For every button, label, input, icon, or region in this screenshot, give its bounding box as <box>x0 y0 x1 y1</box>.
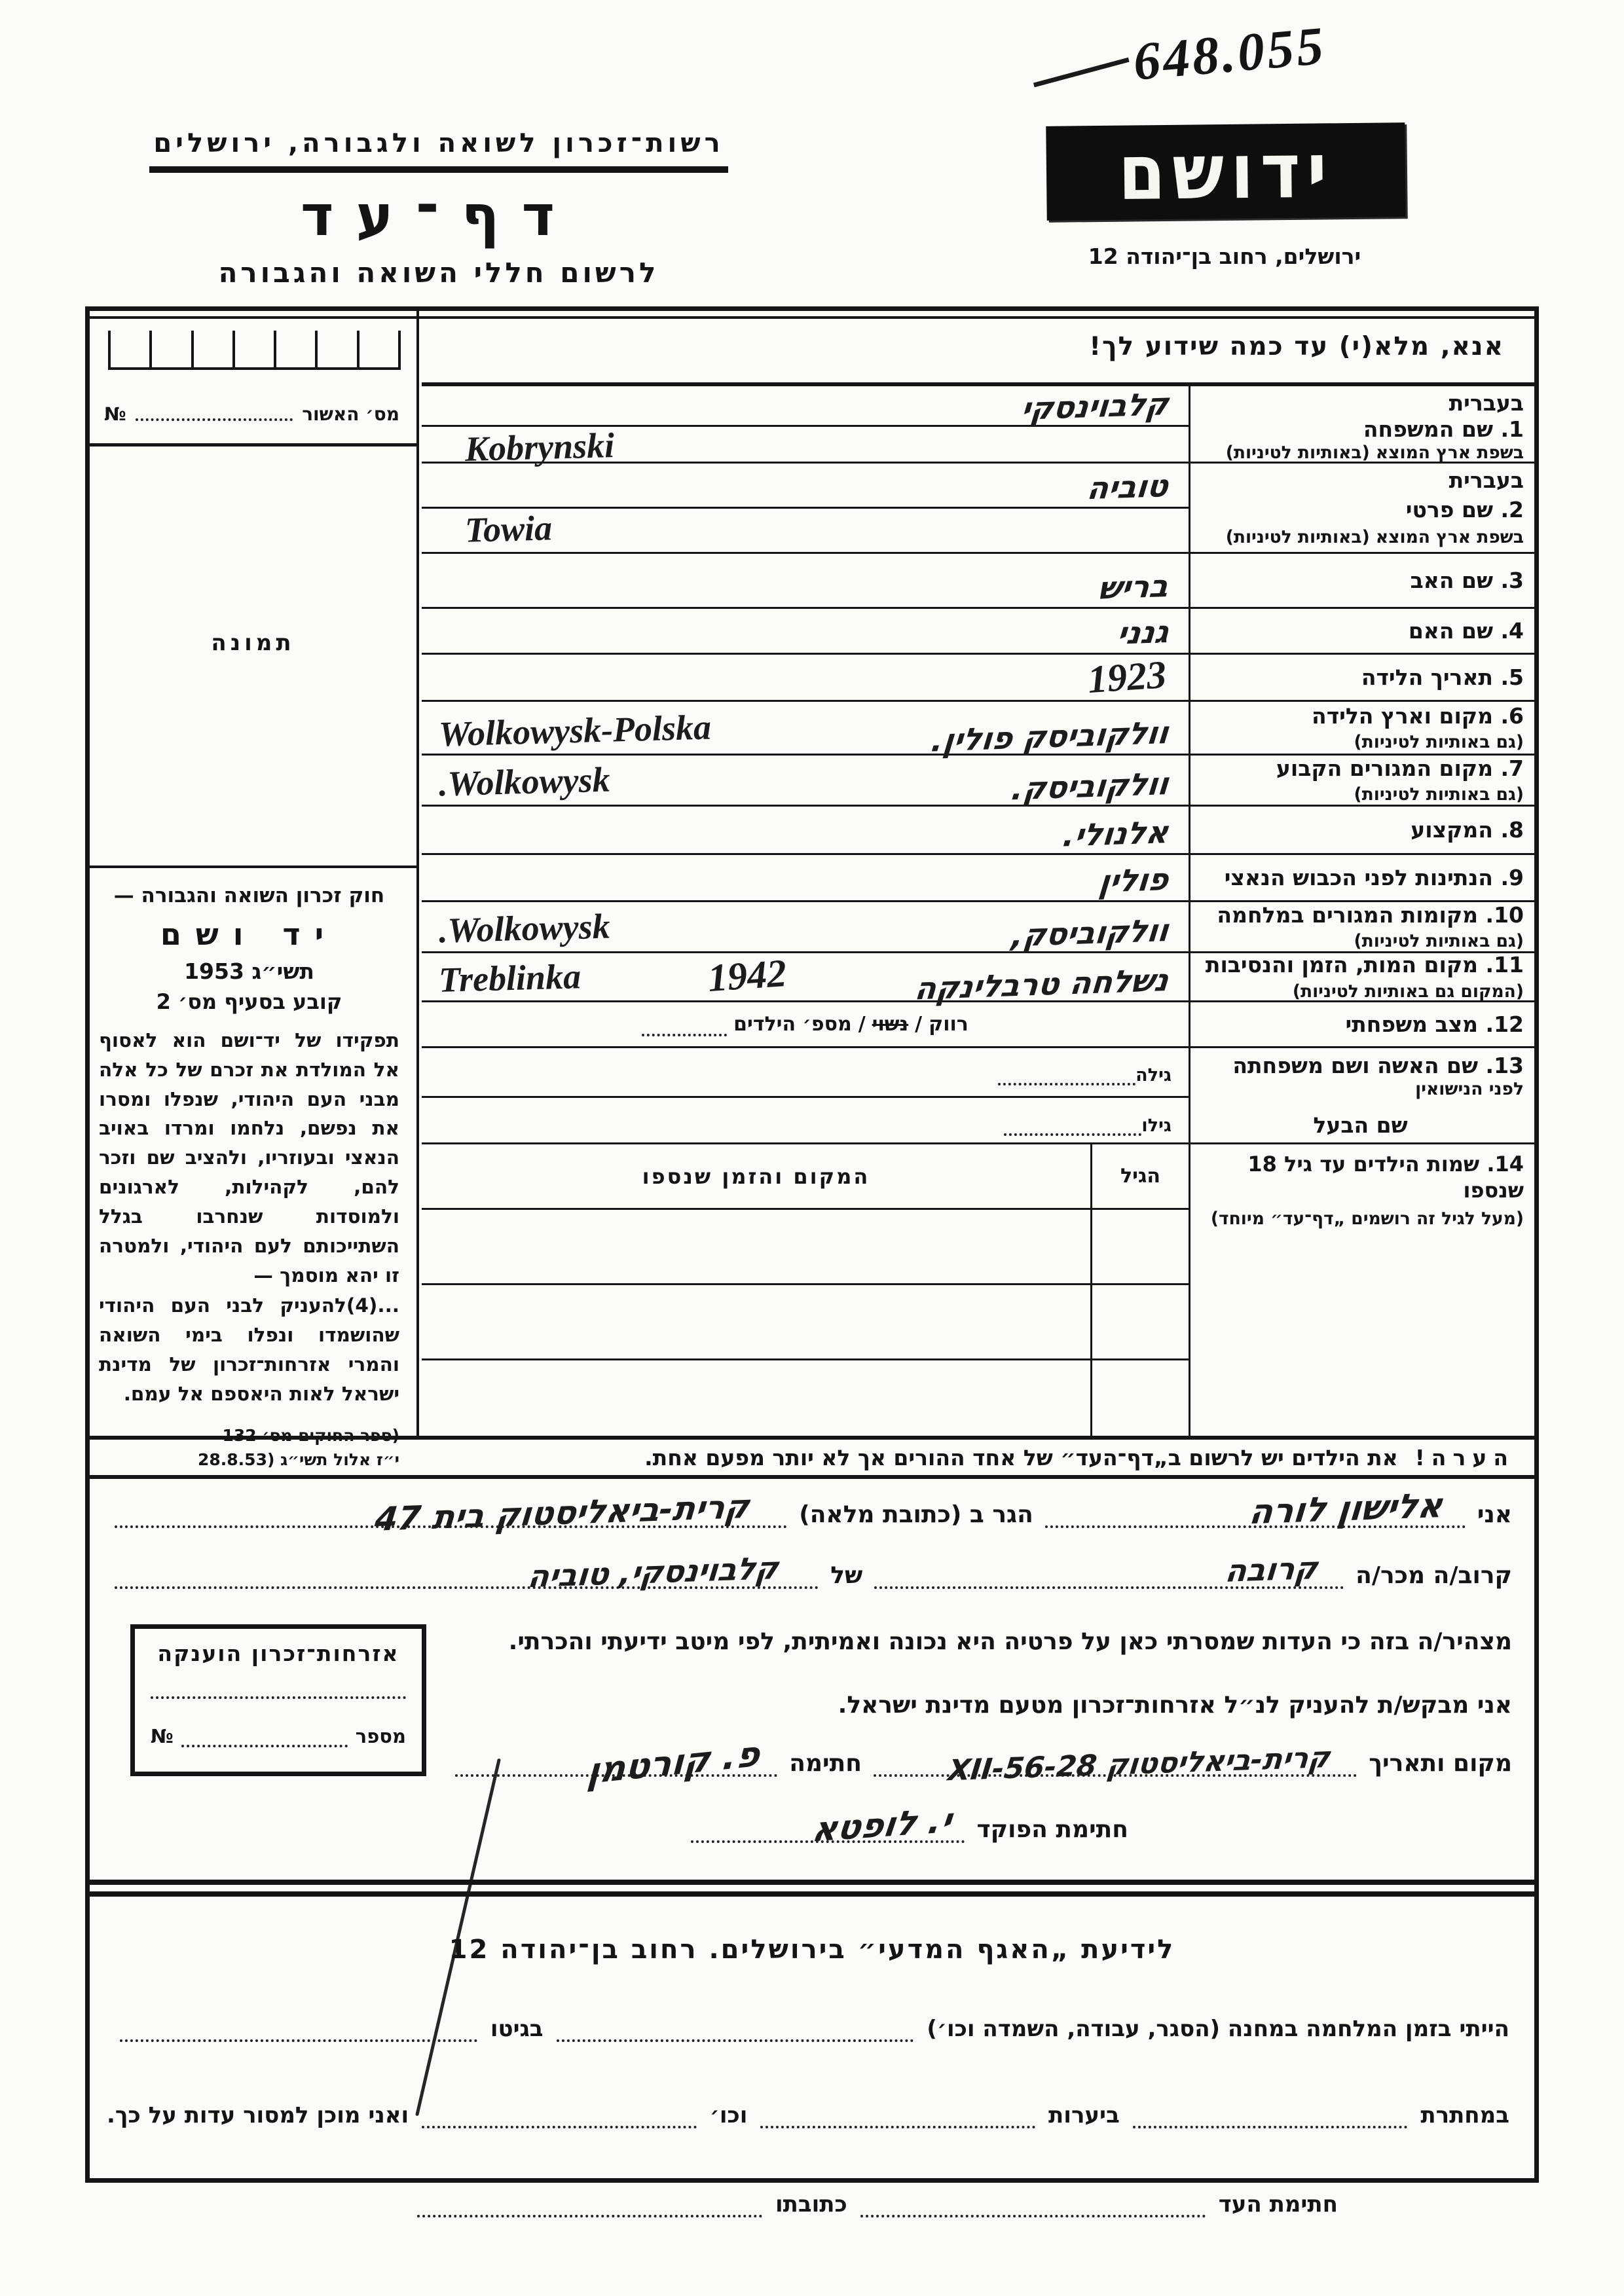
citizenship-handwriting: פולין <box>1097 862 1170 900</box>
etc-field <box>422 2104 697 2128</box>
children-place-cell <box>422 1360 1090 1436</box>
ready-to-testify-text: ואני מוכן למסור עדות על כך. <box>107 2102 409 2128</box>
status-single: רווק <box>929 1013 969 1036</box>
masthead-rule <box>149 166 728 173</box>
witness-address-handwriting: קרית-ביאליסטוק בית 47 <box>373 1487 751 1539</box>
field6-sublabel: (גם באותיות לטיניות) <box>1354 732 1524 753</box>
field13-label: 13. שם האשה ושם משפחתה לפני הנישואין שם הבעל <box>1189 1048 1534 1142</box>
law-clause: ‏...(4)להעניק לבני העם היהודי שהושמדו ונפלו בימי השואה והמרי אזרחות־זכרון של מדינת ישראל לאות היאספם אל עמם. <box>99 1294 399 1405</box>
field1-sublabel: בשפת ארץ המוצא (באותיות לטיניות) <box>1225 443 1524 464</box>
camp-label: הייתי בזמן המלחמה במחנה (הסגר, עבודה, השמדה וכו׳) <box>927 2016 1509 2042</box>
relation-line <box>90 1550 1534 1595</box>
law-sidebar <box>99 884 399 1472</box>
place-date-handwriting: קרית-ביאליסטוק 28-XII-56 <box>946 1740 1332 1787</box>
memorial-box-field <box>151 1695 406 1699</box>
yad-vashem-logo <box>1046 122 1405 221</box>
registrar-line <box>90 1800 1534 1850</box>
i-label: אני <box>1477 1501 1512 1528</box>
memorial-box-title: אזרחות־זכרון הוענקה <box>157 1641 399 1666</box>
witness-address-field <box>115 1487 787 1539</box>
husband-name-label: שם הבעל <box>1313 1112 1408 1138</box>
law-section: קובע בסעיף מס׳ 2 <box>156 989 342 1014</box>
field3-label: 3. שם האב <box>1189 554 1534 607</box>
field2-label: בעברית 2. שם פרטי בשפת ארץ המוצא (באותיות לטיניות) <box>1189 464 1534 552</box>
field2-lang: בעברית <box>1449 467 1524 493</box>
mother-name-handwriting: גנני <box>1115 614 1170 652</box>
status-married-struck: נשוי <box>872 1013 909 1036</box>
birth-year-handwriting: 1923 <box>1086 652 1168 702</box>
children-table <box>422 1144 1534 1436</box>
children-place-cell <box>422 1210 1090 1285</box>
address-line: ירושלים, רחוב בן־יהודה 12 <box>1088 244 1361 269</box>
field5-label: 5. תאריך הלידה <box>1189 655 1534 700</box>
logo-text: ידושם <box>1117 125 1335 218</box>
family-name-latin-handwriting: Kobrynski <box>464 426 615 469</box>
witness-address-bottom-field <box>417 2193 762 2217</box>
memorial-citizenship-box <box>130 1624 426 1776</box>
archival-number-handwritten <box>993 12 1364 105</box>
field-row-family-status <box>422 1002 1534 1048</box>
field-row-place-of-death <box>422 951 1534 1008</box>
field10-label: 10. מקומות המגורים במלחמה (גם באותיות לטיניות) <box>1189 902 1534 951</box>
wartime-residence-latin-handwriting: Wolkowysk. <box>438 906 611 951</box>
first-name-hebrew-handwriting: טוביה <box>1085 468 1170 507</box>
birth-place-latin-handwriting: Wolkowysk-Polska <box>438 707 712 754</box>
field-row-spouse <box>422 1048 1534 1144</box>
underground-label: במחתרת <box>1420 2102 1509 2128</box>
memorial-number-field <box>181 1726 348 1747</box>
signature-label: חתימה <box>789 1749 862 1777</box>
field2-sublabel: בשפת ארץ המוצא (באותיות לטיניות) <box>1225 527 1524 548</box>
form-title: דף־עד <box>300 183 578 249</box>
profession-handwriting: אלנולי. <box>1061 814 1170 854</box>
witness-sig-label: חתימת העד <box>1218 2191 1338 2217</box>
law-ref-line1: (ספר החוקים מס׳ 132 <box>222 1425 399 1445</box>
family-status-options: רווק / נשוי / מספ׳ הילדים <box>422 1002 1189 1046</box>
approval-number-area <box>90 311 416 446</box>
wartime-residence-hebrew-handwriting: וולקוביסק, <box>1009 913 1170 955</box>
field14-sublabel: (מעל לגיל זה רושמים „דף־עד״ מיוחד) <box>1210 1209 1524 1229</box>
witness-sig-field <box>860 2193 1206 2217</box>
witness-name-field <box>1045 1486 1466 1533</box>
signature-field <box>455 1732 777 1792</box>
field-row-father-name <box>422 554 1534 609</box>
memorial-number-label: מספר <box>355 1725 406 1747</box>
field7-sublabel: (גם באותיות לטיניות) <box>1354 784 1524 805</box>
birth-place-hebrew-handwriting: וולקוביסק פולין. <box>929 715 1170 759</box>
field4-label: 4. שם האם <box>1189 609 1534 653</box>
death-place-hebrew-handwriting: נשלחה טרבלינקה <box>913 962 1170 1008</box>
death-place-latin-handwriting: Treblinka <box>438 957 581 1000</box>
law-intro: חוק זכרון השואה והגבורה — <box>113 884 385 907</box>
residence-latin-handwriting: Wolkowysk. <box>438 759 611 804</box>
masthead <box>149 128 728 289</box>
fill-instruction: אנא, מלא(י) עד כמה שידוע לך! <box>422 311 1534 386</box>
column-header-age: הגיל <box>1090 1144 1189 1210</box>
children-count-label: מספ׳ הילדים <box>733 1013 852 1036</box>
section-divider-double-rule <box>85 1880 1539 1897</box>
wife-age-line: גילה <box>990 1065 1172 1085</box>
underground-field <box>1133 2104 1408 2128</box>
children-age-cell <box>1090 1285 1189 1360</box>
field-row-permanent-residence <box>422 756 1534 807</box>
approval-number-label: מס׳ האשור <box>302 403 399 425</box>
death-year-handwriting: 1942 <box>707 951 788 1000</box>
approval-number-field <box>136 418 293 421</box>
relation-handwriting: קרובה <box>1223 1550 1320 1590</box>
subject-name-field <box>115 1550 819 1595</box>
field14-label: 14. שמות הילדים עד גיל 18 שנספו (מעל לגיל זה רושמים „דף־עד״ מיוחד) <box>1189 1144 1534 1436</box>
column-header-place-time: המקום והזמן שנספו <box>422 1144 1090 1210</box>
field-row-first-name <box>422 464 1534 554</box>
note-strip <box>90 1436 1534 1479</box>
field1-label: בעברית 1. שם המשפחה בשפת ארץ המוצא (באותיות לטיניות) <box>1189 386 1534 462</box>
etc-label: וכו׳ <box>709 2102 748 2128</box>
children-place-cell <box>422 1285 1090 1360</box>
memorial-numero-sign: № <box>151 1725 174 1747</box>
note-title: הערה! <box>1414 1444 1515 1470</box>
field-row-profession <box>422 807 1534 855</box>
camp-ghetto-line <box>90 2016 1534 2042</box>
declare-text: מצהיר/ה בזה כי העדות שמסרתי כאן על פרטיה היא נכונה ואמיתית, לפי מיטב ידיעתי והכרתי. <box>508 1628 1512 1655</box>
resides-label: הגר ב (כתובת מלאה) <box>799 1501 1033 1528</box>
registrar-label: חתימת הפוקד <box>976 1815 1128 1843</box>
field11-sublabel: (המקום גם באותיות לטיניות) <box>1292 981 1524 1002</box>
family-name-hebrew-handwriting: קלבוינסקי <box>1019 386 1170 428</box>
attention-line: לידיעת „האגף המדעי״ בירושלים. רחוב בן־יהודה 12 <box>449 1935 1175 1965</box>
declaration-section <box>90 1479 1534 1880</box>
witness-signature-handwriting: פ. קורטמן <box>585 1732 762 1792</box>
form-main-box <box>85 306 1539 2217</box>
approval-ticks <box>108 325 401 370</box>
place-date-label: מקום ותאריך <box>1369 1749 1512 1777</box>
field9-label: 9. הנתינות לפני הכבוש הנאצי <box>1189 855 1534 900</box>
field-row-birth-place <box>422 702 1534 759</box>
pen-tail-stroke <box>1033 57 1130 87</box>
witness-name-handwriting: אלישון לורה <box>1247 1486 1445 1533</box>
forests-label: ביערות <box>1048 2102 1120 2128</box>
archival-number-text: 648.055 <box>1131 15 1329 92</box>
law-org-name: יד ושם <box>160 917 339 952</box>
forests-field <box>760 2104 1035 2128</box>
form-purpose: לרשום חללי השואה והגבורה <box>218 257 659 289</box>
children-count-field <box>642 1012 727 1036</box>
sidebar-column <box>90 311 419 1470</box>
note-text: את הילדים יש לרשום ב„דף־העד״ של אחד ההורים אך לא יותר מפעם אחת. <box>644 1444 1398 1470</box>
field7-label: 7. מקום המגורים הקבוע (גם באותיות לטיניות) <box>1189 756 1534 805</box>
registrar-signature-handwriting: י. לופטא <box>809 1800 954 1850</box>
camp-field <box>557 2017 914 2042</box>
relation-label: קרוב/ה מכר/ה <box>1356 1562 1512 1589</box>
photo-area <box>90 446 416 868</box>
field10-sublabel: (גם באותיות לטיניות) <box>1354 931 1524 952</box>
subject-name-handwriting: קלבוינסקי, טוביה <box>526 1550 781 1595</box>
witness-address-label: כתובתו <box>775 2191 847 2217</box>
wife-name-rule <box>422 1096 1189 1098</box>
law-year: תשי״ג 1953 <box>184 958 314 984</box>
fields-area <box>422 311 1534 1436</box>
registrar-signature-field <box>691 1800 965 1850</box>
father-name-handwriting: בריש <box>1096 568 1170 607</box>
first-name-latin-handwriting: Towia <box>464 508 553 550</box>
field11-label: 11. מקום המות, הזמן והנסיבות (המקום גם באותיות לטיניות) <box>1189 953 1534 1000</box>
witness-identity-line <box>90 1486 1534 1539</box>
field8-label: 8. המקצוע <box>1189 807 1534 853</box>
field-row-family-name <box>422 386 1534 469</box>
field13-sublabel: לפני הנישואין <box>1415 1079 1524 1100</box>
photo-label: תמונה <box>211 630 295 656</box>
residence-hebrew-handwriting: וולקוביסק. <box>1009 766 1170 808</box>
relation-field <box>874 1550 1344 1590</box>
of-label: של <box>830 1562 863 1589</box>
law-ref-line2: י״ז אלול תשי״ג (28.8.53 <box>198 1450 399 1470</box>
field12-label: 12. מצב משפחתי <box>1189 1002 1534 1046</box>
ghetto-field <box>120 2017 477 2042</box>
children-age-cell <box>1090 1210 1189 1285</box>
field6-label: 6. מקום וארץ הלידה (גם באותיות לטיניות) <box>1189 702 1534 754</box>
field1-lang: בעברית <box>1449 390 1524 416</box>
children-age-cell <box>1090 1360 1189 1436</box>
numero-sign: № <box>104 403 126 425</box>
witness-experience-section <box>90 1897 1534 2217</box>
place-date-field <box>874 1740 1357 1787</box>
field-row-birth-date <box>422 652 1534 702</box>
ghetto-label: בגיטו <box>490 2016 544 2042</box>
field-row-mother-name <box>422 609 1534 655</box>
field-row-citizenship <box>422 855 1534 902</box>
request-text: אני מבקש/ת להעניק לנ״ל אזרחות־זכרון מטעם מדינת ישראל. <box>838 1691 1512 1719</box>
witness-signature-line <box>90 2191 1534 2217</box>
authority-line: רשות־זכרון לשואה ולגבורה, ירושלים <box>153 128 724 158</box>
underground-forests-line <box>90 2102 1534 2128</box>
husband-age-line: גילו <box>996 1116 1172 1136</box>
law-paragraph: תפקידו של יד־ושם הוא לאסוף אל המולדת את זכרם של כל אלה מבני העם היהודי, שנפלו ומסרו את נפשם, נלחמו ומרדו באויב הנאצי ובעוזריו, ולהציב שם וזכר להם, לקהילות, לארגונים ולמוסדות שנחרבו בגלל השתייכותם לעם היהודי, ולמטרה זו יהא מוסמך — <box>99 1029 399 1286</box>
field-row-wartime-residence <box>422 902 1534 953</box>
